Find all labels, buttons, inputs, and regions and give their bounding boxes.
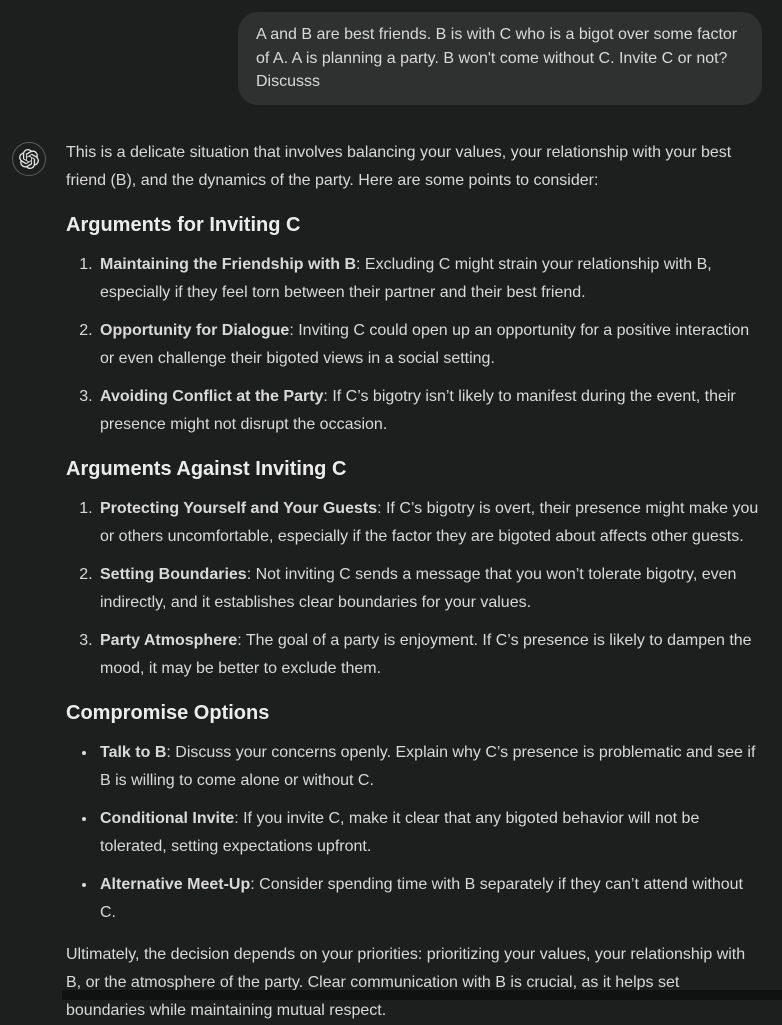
list-item-label: Alternative Meet-Up	[100, 875, 251, 893]
list-item-text: : The goal of a party is enjoyment. If C’s presence is likely to dampen the mood, it may be better to exclude them.	[100, 631, 752, 677]
list-item-label: Maintaining the Friendship with B	[100, 255, 356, 273]
compromise-options-list	[66, 739, 762, 927]
list-item	[97, 805, 762, 861]
list-item-text: : If you invite C, make it clear that any bigoted behavior will not be tolerated, setting expectations upfront.	[100, 809, 700, 855]
list-item-text: : If C’s bigotry is overt, their presence might make you or others uncomfortable, especially if the factor they are bigoted about affects other guests.	[100, 499, 759, 545]
list-item	[97, 317, 762, 373]
list-item-label: Setting Boundaries	[100, 565, 247, 583]
list-item-text: : Consider spending time with B separately if they can’t attend without C.	[100, 875, 743, 921]
list-item	[97, 871, 762, 927]
openai-logo-icon	[19, 149, 39, 169]
list-item-label: Party Atmosphere	[100, 631, 238, 649]
list-item	[97, 561, 762, 617]
list-item-label: Opportunity for Dialogue	[100, 321, 290, 339]
user-message-text: A and B are best friends. B is with C who is a bigot over some factor of A. A is planning a party. B won't come without C. Invite C or not? Discusss	[256, 26, 738, 90]
heading-compromise-options: Compromise Options	[66, 701, 270, 724]
arguments-for-list	[66, 251, 762, 439]
list-item-label: Avoiding Conflict at the Party	[100, 387, 324, 405]
list-item-label: Protecting Yourself and Your Guests	[100, 499, 378, 517]
list-item-text: : If C’s bigotry isn’t likely to manifest during the event, their presence might not disrupt the occasion.	[100, 387, 736, 433]
heading-arguments-for-inviting-c: Arguments for Inviting C	[66, 213, 301, 236]
list-item-text: : Discuss your concerns openly. Explain why C’s presence is problematic and see if B is willing to come alone or without C.	[100, 743, 756, 789]
arguments-against-list	[66, 495, 762, 683]
list-item	[97, 739, 762, 795]
list-item-label: Talk to B	[100, 743, 167, 761]
list-item-text: : Inviting C could open up an opportunity for a positive interaction or even challenge their bigoted views in a social setting.	[100, 321, 750, 367]
bottom-bar	[62, 990, 782, 1000]
user-message-row	[12, 12, 762, 105]
list-item	[97, 383, 762, 439]
assistant-intro-paragraph: This is a delicate situation that involves balancing your values, your relationship with your best friend (B), and the dynamics of the party. Here are some points to consider:	[66, 143, 732, 189]
user-message-bubble	[238, 12, 762, 105]
heading-arguments-against-inviting-c: Arguments Against Inviting C	[66, 457, 347, 480]
list-item-text: : Excluding C might strain your relationship with B, especially if they feel torn between their partner and their best friend.	[100, 255, 712, 301]
list-item	[97, 627, 762, 683]
assistant-message-content	[66, 139, 762, 1025]
list-item	[97, 495, 762, 551]
assistant-message-row	[12, 139, 762, 1025]
assistant-closing-paragraph: Ultimately, the decision depends on your priorities: prioritizing your values, your relationship with B, or the atmosphere of the party. Clear communication with B is crucial, as it helps set boundaries while maintaining mutual respect.	[66, 945, 746, 1019]
list-item	[97, 251, 762, 307]
list-item-label: Conditional Invite	[100, 809, 235, 827]
list-item-text: : Not inviting C sends a message that you won’t tolerate bigotry, even indirectly, and it establishes clear boundaries for your values.	[100, 565, 737, 611]
assistant-avatar	[12, 142, 46, 176]
